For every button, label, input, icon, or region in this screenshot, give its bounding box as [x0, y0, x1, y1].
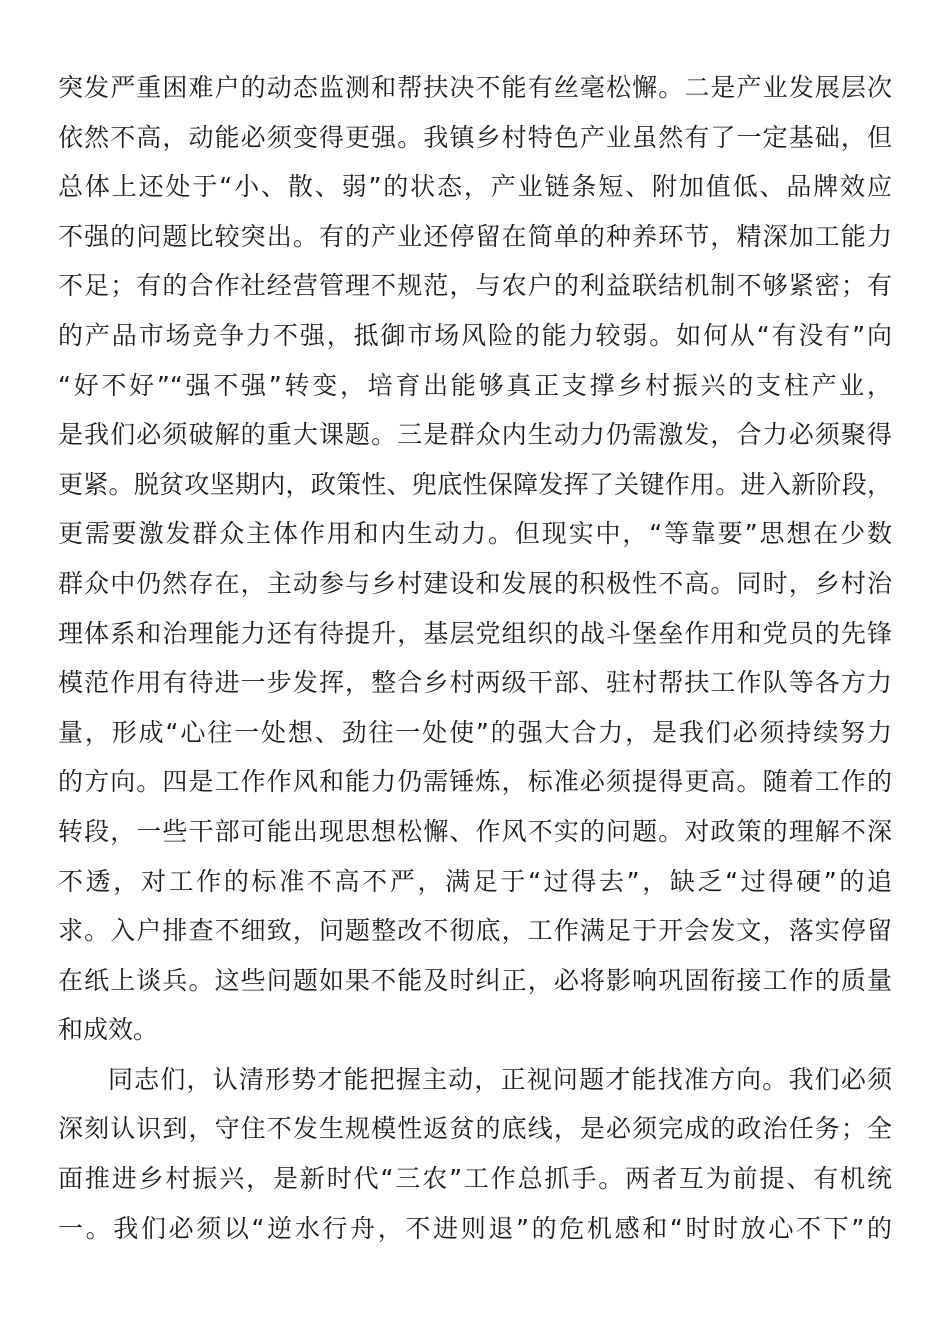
paragraph-2 [58, 1055, 892, 1253]
text-line: 是我们必须破解的重大课题。三是群众内生动力仍需激发，合力必须聚得 [58, 420, 892, 450]
text-line: 转段，一些干部可能出现思想松懈、作风不实的问题。对政策的理解不深 [58, 816, 892, 846]
text-line: 和成效。 [58, 1015, 159, 1045]
text-line: 的方向。四是工作作风和能力仍需锤炼，标准必须提得更高。随着工作的 [58, 767, 892, 797]
text-line: 的产品市场竞争力不强，抵御市场风险的能力较弱。如何从“有没有”向 [58, 320, 892, 350]
text-line: 不透，对工作的标准不高不严，满足于“过得去”，缺乏“过得硬”的追 [58, 866, 892, 896]
text-line: 总体上还处于“小、散、弱”的状态，产业链条短、附加值低、品牌效应 [58, 172, 892, 202]
text-line: 同志们，认清形势才能把握主动，正视问题才能找准方向。我们必须 [108, 1064, 892, 1094]
text-line: 模范作用有待进一步发挥，整合乡村两级干部、驻村帮扶工作队等各方力 [58, 668, 892, 698]
text-line: 突发严重困难户的动态监测和帮扶决不能有丝毫松懈。二是产业发展层次 [58, 73, 892, 102]
text-line: 量，形成“心往一处想、劲往一处使”的强大合力，是我们必须持续努力 [58, 717, 892, 747]
text-line: 面推进乡村振兴，是新时代“三农”工作总抓手。两者互为前提、有机统 [58, 1164, 892, 1194]
text-line: 依然不高，动能必须变得更强。我镇乡村特色产业虽然有了一定基础，但 [58, 122, 892, 152]
text-line: “好不好”“强不强”转变，培育出能够真正支撑乡村振兴的支柱产业， [58, 370, 892, 400]
text-line: 更需要激发群众主体作用和内生动力。但现实中，“等靠要”思想在少数 [58, 519, 892, 549]
text-line: 一。我们必须以“逆水行舟，不进则退”的危机感和“时时放心不下”的 [58, 1213, 892, 1243]
body-text [58, 63, 892, 1253]
text-line: 群众中仍然存在，主动参与乡村建设和发展的积极性不高。同时，乡村治 [58, 568, 892, 598]
text-line: 理体系和治理能力还有待提升，基层党组织的战斗堡垒作用和党员的先锋 [58, 618, 892, 648]
text-line: 不强的问题比较突出。有的产业还停留在简单的种养环节，精深加工能力 [58, 221, 892, 251]
paragraph-1 [58, 63, 892, 1055]
text-line: 求。入户排查不细致，问题整改不彻底，工作满足于开会发文，落实停留 [58, 916, 892, 946]
text-line: 不足；有的合作社经营管理不规范，与农户的利益联结机制不够紧密；有 [58, 271, 892, 301]
text-line: 深刻认识到，守住不发生规模性返贫的底线，是必须完成的政治任务；全 [58, 1114, 892, 1144]
text-line: 在纸上谈兵。这些问题如果不能及时纠正，必将影响巩固衔接工作的质量 [58, 965, 892, 995]
text-line: 更紧。脱贫攻坚期内，政策性、兜底性保障发挥了关键作用。进入新阶段， [58, 469, 892, 499]
